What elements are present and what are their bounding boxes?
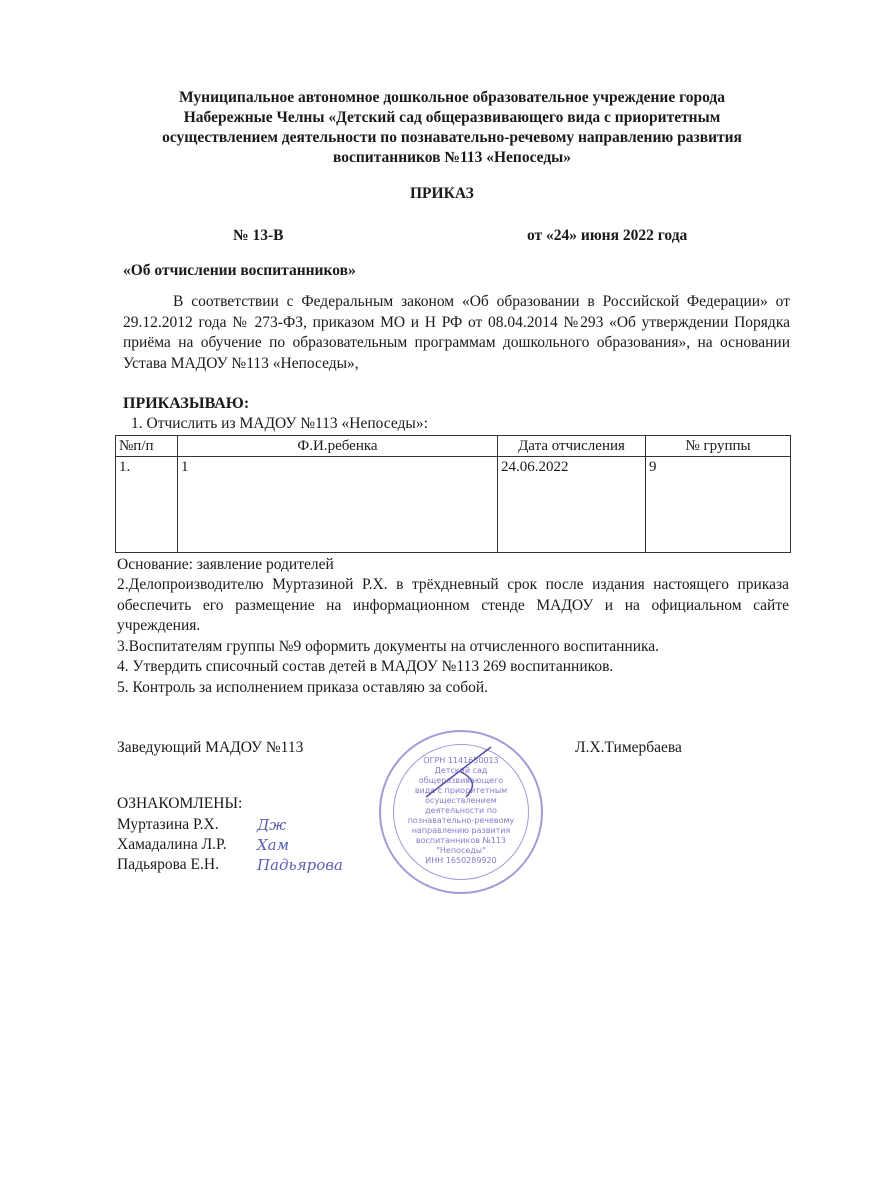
header-cell: № группы	[646, 435, 791, 456]
stamp-line: направлению развития	[411, 826, 511, 835]
header-cell: Дата отчисления	[498, 435, 646, 456]
stamp-line: ОГРН 1141650013	[423, 756, 499, 765]
acknowledged-heading: ОЗНАКОМЛЕНЫ:	[117, 795, 243, 812]
order-heading: ПРИКАЗЫВАЮ:	[123, 395, 250, 412]
table-row	[116, 456, 791, 552]
acknowledged-row	[117, 835, 343, 855]
child-name: 1	[178, 456, 498, 552]
preamble: В соответствии с Федеральным законом «Об образовании в Российской Федерации» от 29.12.2012 года № 273-ФЗ, приказом МО и Н РФ от 08.04.2014 №293 «Об утверждении Порядка приёма на обучение по образовательным программам дошкольного образования», на основании Устава МАДОУ №113 «Непоседы»,	[123, 293, 790, 372]
expulsion-table	[115, 435, 791, 553]
organization-header	[107, 88, 797, 168]
org-line: осуществлением деятельности по познавательно-речевому направлению развития	[162, 129, 742, 146]
stamp-line: деятельности по	[425, 806, 497, 815]
stamp-line: общеразвивающего	[418, 776, 504, 785]
signature-block	[117, 738, 792, 928]
handwritten-signature: Дж	[257, 815, 287, 834]
org-line: воспитанников №113 «Непоседы»	[332, 149, 572, 166]
stamp-line: "Непоседы"	[436, 846, 486, 855]
director-signature	[421, 742, 501, 802]
stamp-line: осуществлением	[425, 796, 497, 805]
stamp-line: познавательно-речевому	[407, 816, 515, 825]
order-subject: «Об отчислении воспитанников»	[123, 262, 356, 279]
header-cell: №п/п	[116, 435, 178, 456]
handwritten-signature: Падьярова	[257, 855, 343, 874]
order-date: от «24» июня 2022 года	[527, 227, 688, 244]
signatory-position: Заведующий МАДОУ №113	[117, 739, 304, 756]
order-number: № 13-В	[233, 227, 284, 244]
header-cell: Ф.И.ребенка	[178, 435, 498, 456]
acknowledged-row	[117, 815, 343, 835]
org-line: Набережные Челны «Детский сад общеразвивающего вида с приоритетным	[183, 109, 721, 126]
item-4: 4. Утвердить списочный состав детей в МАДОУ №113 269 воспитанников.	[117, 658, 614, 675]
table-header-row	[116, 435, 791, 456]
acknowledged-list	[117, 794, 343, 875]
official-stamp	[379, 730, 543, 894]
stamp-line: Детский сад	[434, 766, 488, 775]
stamp-line: ИНН 1650289920	[425, 856, 497, 865]
stamp-line: воспитанников №113	[415, 836, 507, 845]
handwritten-signature: Хам	[257, 835, 290, 854]
acknowledged-person: Хамадалина Л.Р.	[117, 835, 227, 853]
acknowledged-person: Муртазина Р.Х.	[117, 815, 219, 833]
acknowledged-row	[117, 855, 343, 875]
org-line: Муниципальное автономное дошкольное образовательное учреждение города	[179, 89, 725, 106]
item-2: 2.Делопроизводителю Муртазиной Р.Х. в трёхдневный срок после издания настоящего приказа обеспечить его размещение на информационном стенде МАДОУ и на официальном сайте учреждения.	[117, 576, 789, 634]
number-date-row	[117, 226, 792, 246]
item-1: 1. Отчислить из МАДОУ №113 «Непоседы»:	[131, 415, 428, 432]
group-number: 9	[646, 456, 791, 552]
stamp-line: вида с приоритетным	[414, 786, 508, 795]
expulsion-date: 24.06.2022	[498, 456, 646, 552]
acknowledged-person: Падьярова Е.Н.	[117, 855, 219, 873]
basis: Основание: заявление родителей	[117, 555, 334, 573]
signatory-name: Л.Х.Тимербаева	[575, 739, 682, 756]
item-3: 3.Воспитателям группы №9 оформить документы на отчисленного воспитанника.	[117, 637, 660, 655]
row-number: 1.	[116, 456, 178, 552]
document-type: ПРИКАЗ	[410, 185, 474, 202]
item-5: 5. Контроль за исполнением приказа оставляю за собой.	[117, 678, 489, 696]
